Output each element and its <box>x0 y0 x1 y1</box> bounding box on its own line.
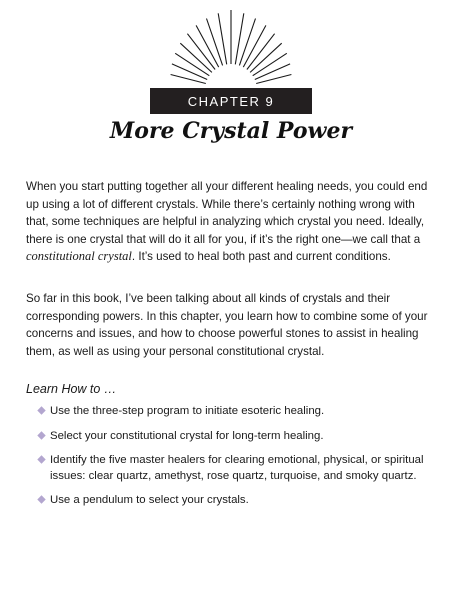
list-item-text: Select your constitutional crystal for long-term healing. <box>50 429 324 442</box>
list-item <box>38 493 438 509</box>
intro-text-start: When you start putting together all your different healing needs, you could end up using a lot of different crystals. While there’s certainly nothing wrong with that, some techniques are helpful in analyzing which crystal you need. Ideally, there is one crystal that will do it all for you, if it’s the right one—we call that a <box>26 180 428 246</box>
diamond-bullet-icon <box>37 495 45 503</box>
list-item-text: Identify the five master healers for clearing emotional, physical, or spiritual issues: clear quartz, amethyst, rose quartz, turquoise, and smoky quartz. <box>50 454 424 482</box>
intro-text-end: . It’s used to heal both past and current conditions. <box>131 250 391 263</box>
learn-heading: Learn How to … <box>26 382 117 396</box>
learn-list <box>38 404 438 518</box>
list-item-text: Use a pendulum to select your crystals. <box>50 494 249 506</box>
intro-paragraph <box>26 178 436 266</box>
overview-paragraph: So far in this book, I’ve been talking about all kinds of crystals and their corresponding powers. In this chapter, you learn how to combine some of your concerns and issues, and how to choose powerful stones to assist in healing them, as well as using your personal constitutional crystal. <box>26 292 428 358</box>
diamond-bullet-icon <box>37 431 45 439</box>
sunburst-ornament <box>131 4 331 92</box>
chapter-label: CHAPTER 9 <box>150 88 312 114</box>
diamond-bullet-icon <box>37 406 45 414</box>
chapter-title: More Crystal Power <box>109 118 353 144</box>
diamond-bullet-icon <box>37 455 45 463</box>
constitutional-crystal-term: constitutional crystal <box>26 249 132 263</box>
list-item-text: Use the three-step program to initiate esoteric healing. <box>50 405 325 417</box>
list-item <box>38 404 438 420</box>
list-item <box>38 453 438 484</box>
list-item <box>38 429 438 445</box>
